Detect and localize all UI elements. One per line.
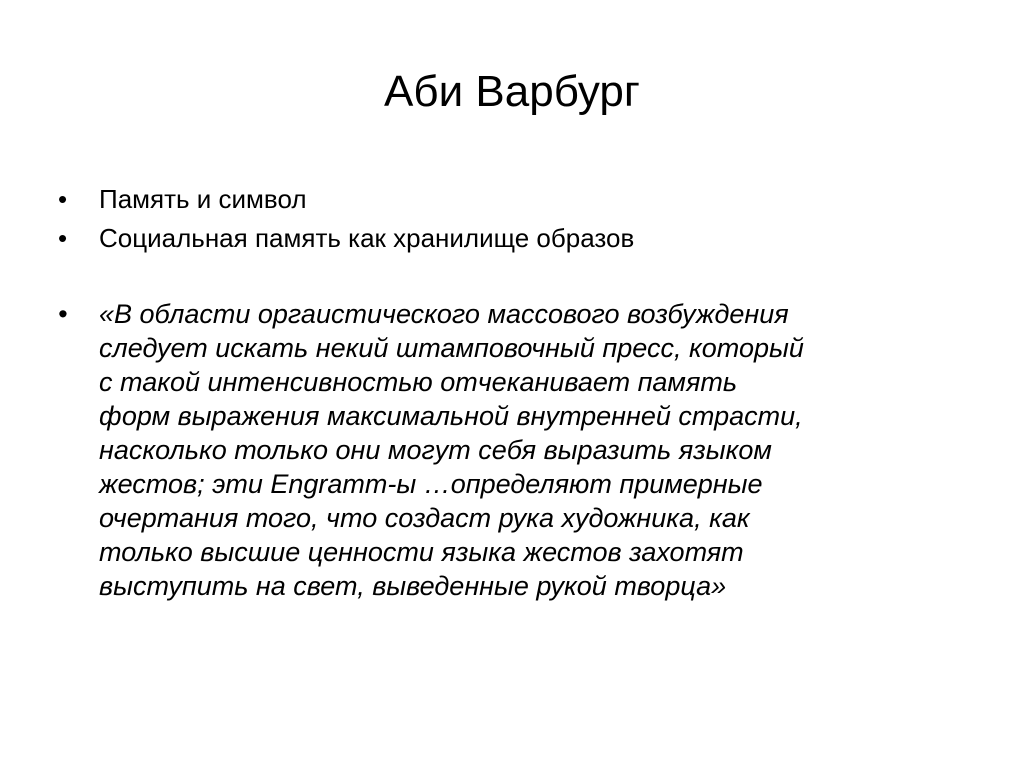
bullet-icon: •: [58, 184, 68, 214]
quote-line: форм выражения максимальной внутренней страсти,: [99, 401, 803, 431]
quote-item: [56, 297, 976, 603]
quote-line: очертания того, что создаст рука художника, как: [99, 503, 750, 533]
bullet-text: Память и символ: [99, 184, 307, 214]
bullet-item: [56, 219, 976, 258]
bullet-text: Социальная память как хранилище образов: [99, 223, 635, 253]
quote-line: с такой интенсивностью отчеканивает память: [99, 367, 738, 397]
quote-line: следует искать некий штамповочный пресс, который: [99, 333, 804, 363]
quote-line: только высшие ценности языка жестов захотят: [99, 537, 744, 567]
slide-title: Аби Варбург: [384, 67, 640, 116]
quote-line: «В области оргаистического массового возбуждения: [99, 299, 789, 329]
bullet-icon: •: [58, 299, 68, 329]
quote-line: выступить на свет, выведенные рукой творца»: [99, 571, 727, 601]
bullet-icon: •: [58, 223, 68, 253]
bullet-list: [56, 180, 976, 603]
quote-line: насколько только они могут себя выразить языком: [99, 435, 772, 465]
quote-line: жестов; эти Engramm-ы …определяют примерные: [99, 469, 763, 499]
bullet-item: [56, 180, 976, 219]
